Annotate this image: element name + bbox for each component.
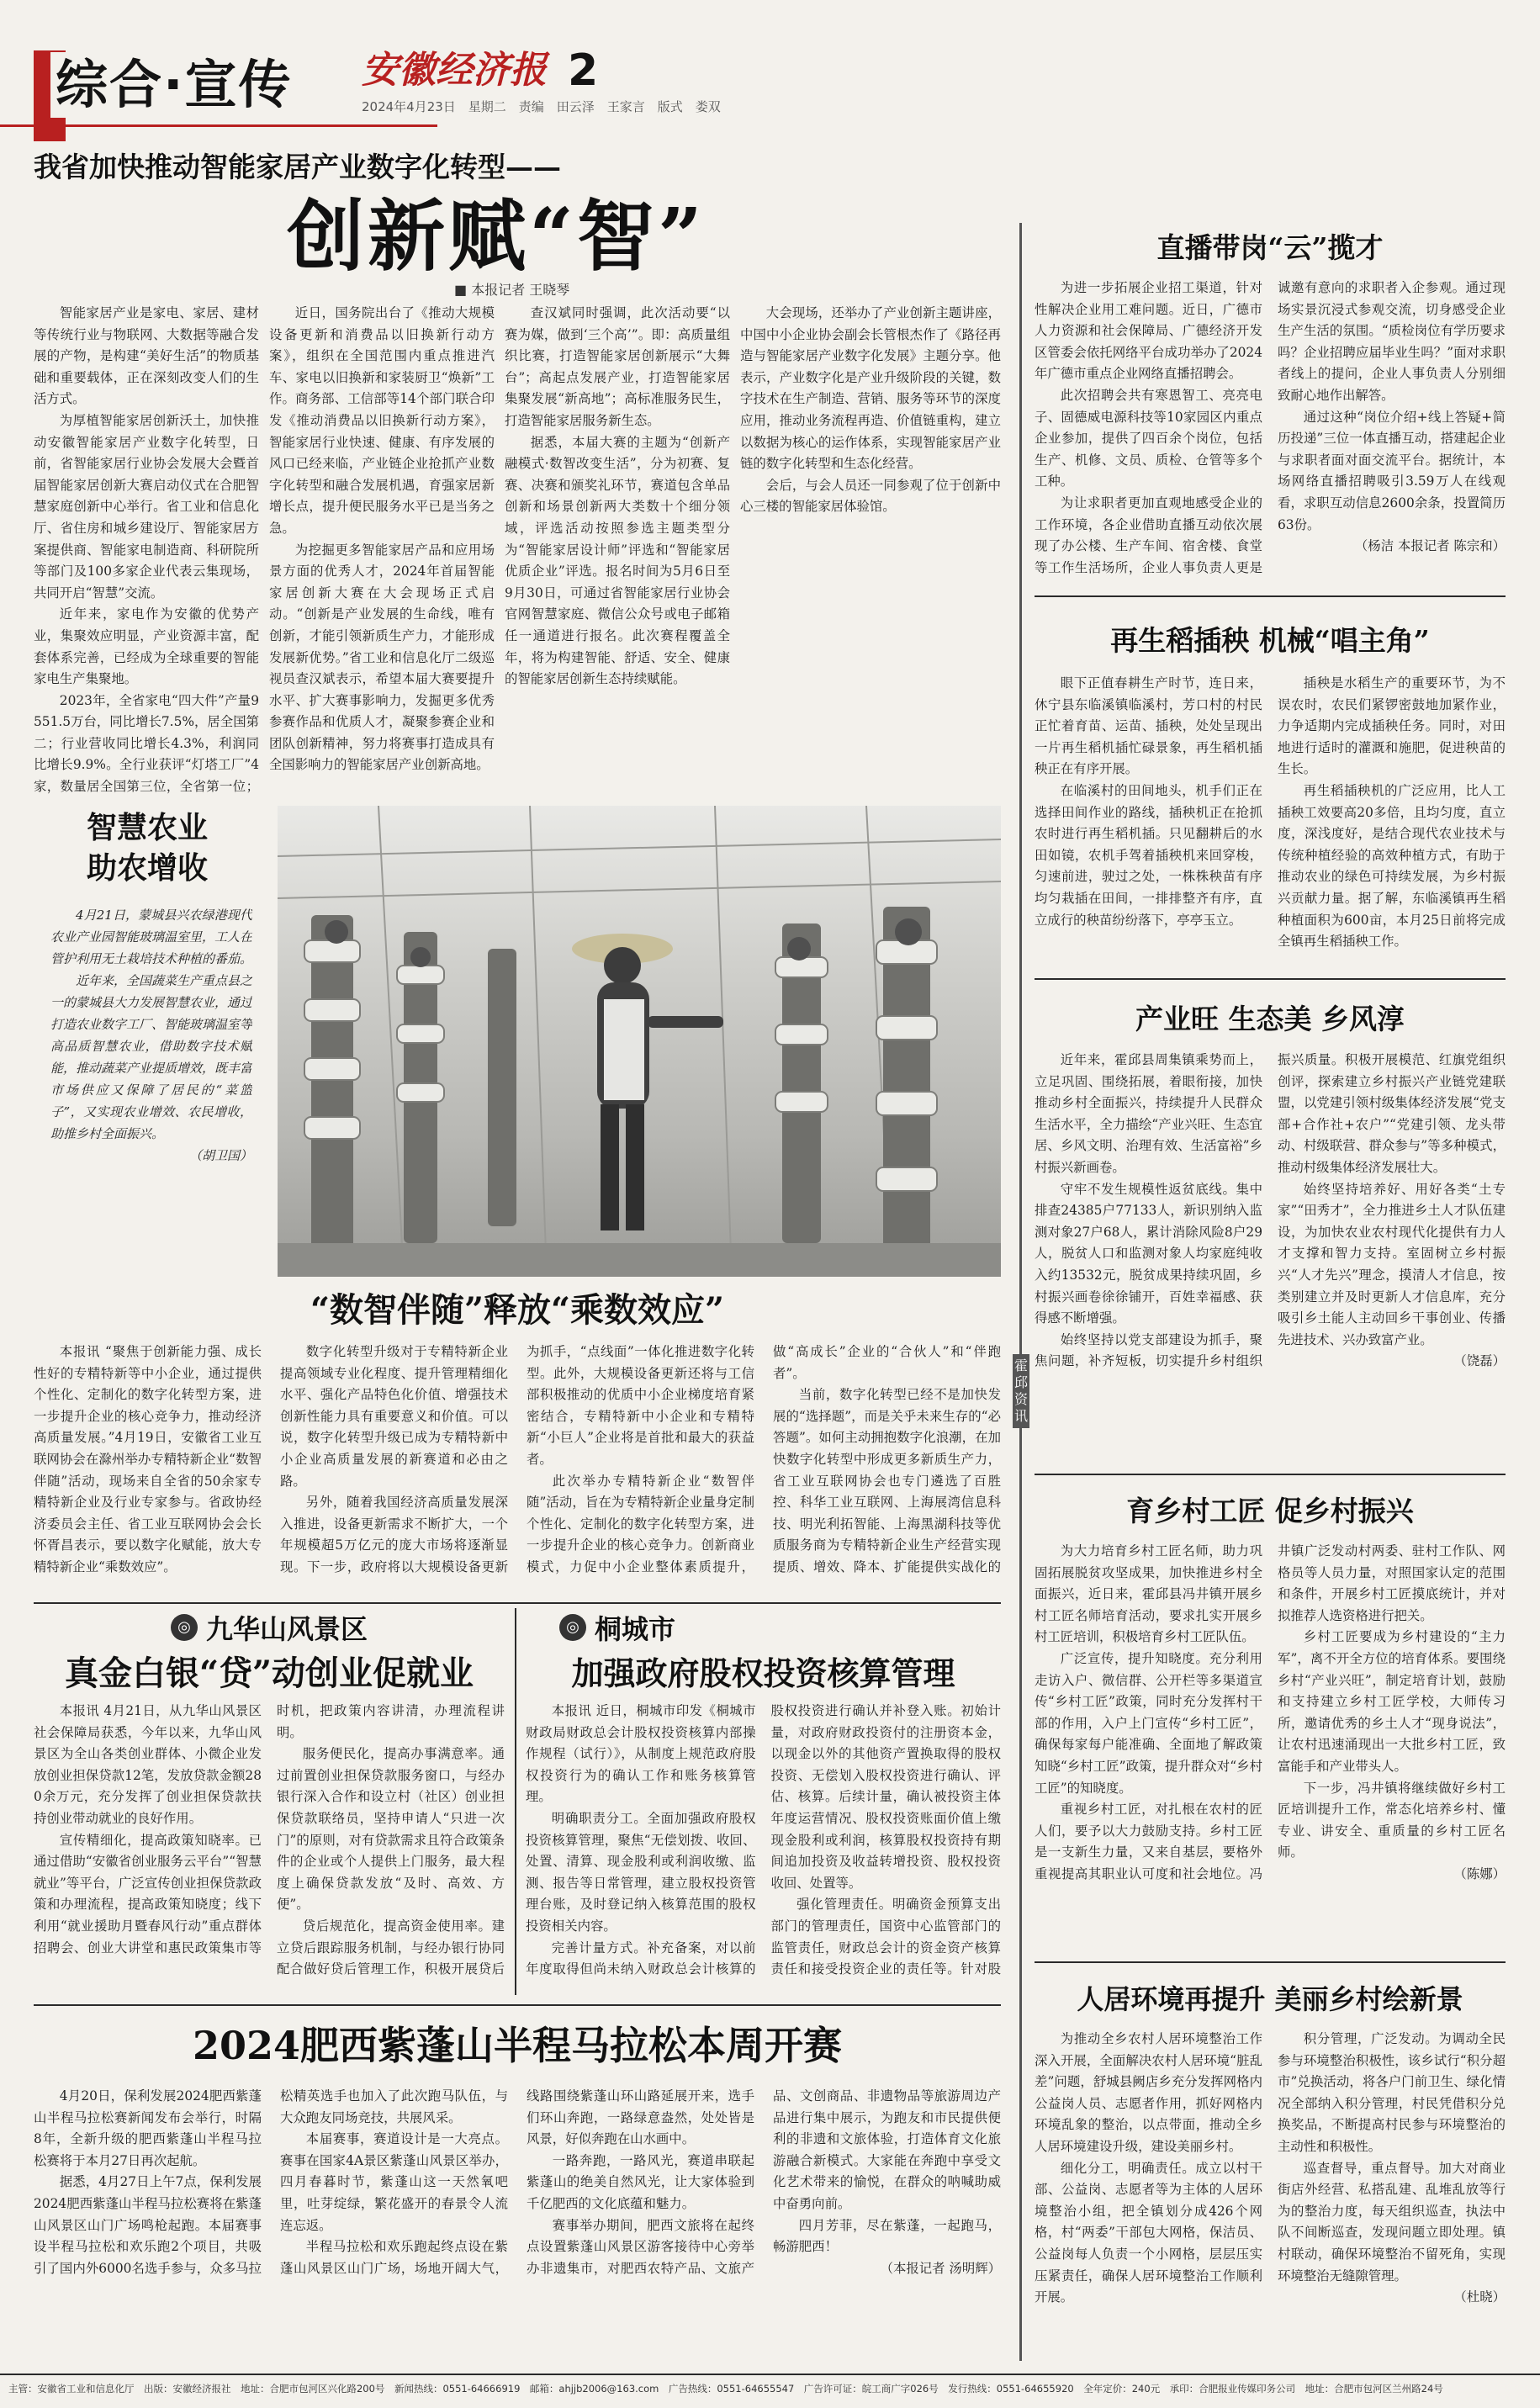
s6-para: 当前，数字化转型已经不是加快发展的“选择题”，而是关乎未来生存的“必答题”。如何主动拥抱数字化浪潮，在加快数字化转型中形成更多新质生产力，省工业互联网协会也专门遴选了百胜控、科华工业互联网、上海展湾信息科技、明光利拓智能、上海黑湖科技等优质服务商为专精特新企业生产经营实现提质、增效、降本、扩能提供实战化的 [773,1387,1001,1574]
s6-body [34,1342,1001,1594]
s4-body [1035,1541,1506,1953]
s1-body [1035,278,1506,589]
s3-para: 守牢不发生规模性返贫底线。集中排查24385户77133人，新识别纳入监测对象27户68人，累计消除风险8户29人，脱贫人口和监测对象人均家庭纯收入约13532元，脱贫成果持续巩固，乡村振兴画卷徐徐铺开，百姓幸福感、获得感不断增强。 [1035,1181,1262,1326]
photo-story-title-line2: 助农增收 [86,850,208,886]
dateline: 2024年4月23日 星期二 责编 田云泽 王家言 版式 娄双 [362,99,721,114]
s1-para: 此次招聘会共有寒恩智工、亮亮电子、固德威电源科技等10家园区内重点企业参加，提供了四百余个岗位，包括生产、机修、文员、质检、仓管等多个工种。 [1035,387,1262,490]
s9-credit: （本报记者 汤明辉） [880,2260,1001,2276]
lead-body-col1 [34,303,259,801]
s7-para: 贷后规范化，提高资金使用率。建立贷后跟踪服务机制，与经办银行协同配合做好贷后管理工作，积极开展贷后 [277,1918,505,1977]
lead-para: 查汉斌同时强调，此次活动要“以赛为媒，做到‘三个高’”。即：高质量组织比赛，打造智能家居创新展示“大舞台”；高起点发展产业，打造智能家居集聚发展“新高地”；高标准服务民生，打造智能家居服务新生态。 [505,305,730,428]
s8-title: 加强政府股权投资核算管理 [571,1654,955,1692]
lead-byline: ■ 本报记者 王晓琴 [454,282,570,298]
s3-para: 始终坚持以党支部建设为抓手，聚焦问题，补齐短板，切实提升乡村组织振兴质量。积极开展模范、红旗党组织创评，探索建立乡村振兴产业链党建联盟，以党建引领村级集体经济发展“党支部+合作社+农户”“党建引领、龙头带动、村级联营、群众参与”等多种模式，推动村级集体经济发展壮大。 [1035,1052,1506,1369]
lead-para: 为厚植智能家居创新沃土，加快推动安徽智能家居产业数字化转型，日前，省智能家居行业协会发展大会暨首届智能家居创新大赛启动仪式在合肥智慧家庭创新中心举行。省工业和信息化厅、省住房和城乡建设厅、智能家居方案提供商、智能家电制造商、科研院所等部门及100多家企业代表云集现场，共同开启“智慧”交流。 [34,412,259,601]
s5-title: 人居环境再提升 美丽乡村绘新景 [1077,1983,1463,2015]
lead-para: 会后，与会人员还一同参观了位于创新中心三楼的智能家居体验馆。 [740,477,1001,515]
s5-credit: （杜晓） [1453,2289,1506,2305]
page-number: 2 [568,45,599,96]
s4-credit: （陈娜） [1453,1866,1506,1881]
lead-para: 为挖掘更多智能家居产品和应用场景方面的优秀人才，2024年首届智能家居创新大赛在大会现场正式启动。“创新是产业发展的生命线，唯有创新，才能引领新质生产力，才能形成发展新优势。”省工业和信息化厅二级巡视员查汉斌表示，希望本届大赛要提升水平、扩大赛事影响力，发掘更多优秀参赛作品和优质人才，凝聚参赛企业和团队创新精神，努力将赛事打造成具有全国影响力的智能家居产业创新高地。 [269,542,495,773]
rail-label: 霍邱资讯 [1013,1354,1029,1428]
s5-para: 细化分工，明确责任。成立以村干部、公益岗、志愿者等为主体的人居环境整治小组，把全镇划分成426个网格，村“两委”干部包大网格，保洁员、公益岗每人负责一个小网格，层层压实压紧责任，确保人居环境整治工作顺利开展。 [1035,2160,1262,2305]
s9-para: 据悉，4月27日上午7点，保利发展2024肥西紫蓬山半程马拉松赛将在紫蓬山风景区山门广场鸣枪起跑。本届赛事设半程马拉松和欢乐跑2个项目，共吸引了国内外6000名选手参与，众多马拉松精英选手也加入了此次跑马队伍，与大众跑友同场竞技，共展风采。 [34,2088,508,2276]
divider [34,1602,1001,1604]
s2-para: 再生稻插秧机的广泛应用，比人工插秧工效要高20多倍，且均匀度，直立度，深浅度好，是结合现代农业技术与传统种植经验的高效种植方式，有助于推动农业的绿色可持续发展，为乡村振兴贡献力量。据了解，东临溪镇再生稻种植面积为600亩，本月25日前将完成全镇再生稻插秧工作。 [1278,782,1506,950]
photo-story-title-line1: 智慧农业 [86,810,208,845]
s3-credit: （饶磊） [1453,1353,1506,1369]
s9-para: 一路奔跑，一路风光，赛道串联起紫蓬山的绝美自然风光，让大家体验到千亿肥西的文化底蕴和魅力。 [527,2152,754,2211]
s8-tag [526,1608,1001,1647]
s9-body [34,2086,1001,2363]
masthead-bar-left [0,124,437,127]
s8-body [526,1701,1001,1995]
lead-para: 2023年，全省家电“四大件”产量9551.5万台，同比增长7.5%，居全国第二；行业营收同比增长4.3%，利润同比增长9.9%。全行业获评“灯塔工厂”4家，数量居全国第三位，全省第一位； [34,692,259,795]
s9-para: 赛事举办期间，肥西文旅将在起终点设置紫蓬山风景区游客接待中心旁举办非遗集市，对肥西农特产品、文旅产品、文创商品、非遗物品等旅游周边产品进行集中展示，为跑友和市民提供便利的非遗和文旅体验，打造体育文化旅游融合新模式。大家能在奔跑中享受文化艺术带来的愉悦，在群众的呐喊助威中奋勇向前。 [527,2088,1001,2276]
s5-para: 积分管理，广泛发动。为调动全民参与环境整治积极性，该乡试行“积分超市”兑换活动，将各户门前卫生、绿化情况全部纳入积分管理，村民凭借积分兑换奖品，不断提高村民参与环境整治的主动性和积极性。 [1278,2031,1506,2154]
divider [1035,978,1506,980]
s1-para: 为进一步拓展企业招工渠道，针对性解决企业用工难问题。近日，广德市人力资源和社会保障局、广德经济开发区管委会依托网络平台成功举办了2024年广德市重点企业网络直播招聘会。 [1035,280,1262,382]
divider [515,1608,516,1995]
lead-para: 近日，国务院出台了《推动大规模设备更新和消费品以旧换新行动方案》，组织在全国范围内重点推进汽车、家电以旧换新和家装厨卫“焕新”工作。商务部、工信部等14个部门联合印发《推动消费品以旧换新行动方案》，智能家居行业快速、健康、有序发展的风口已经来临，产业链企业抢抓产业数字化转型和融合发展机遇，育强家居新增长点，提升便民服务水平已是当务之急。 [269,305,495,536]
footer-imprint: 主管：安徽省工业和信息化厅 出版：安徽经济报社 地址：合肥市包河区兴化路200号 新闻热线：0551-64666919 邮箱：ahjjb2006@163.com 广告热线：0551-64655547 广告许可证：皖工商广字026号 发行热线：0551-64655920 全年定价：240元 承印：合肥报业传媒印务公司 地址：合肥市包河区兰州路24号 [8,2383,1443,2395]
greenhouse-photo [278,806,1001,1277]
s6-para: 另外，随着我国经济高质量发展深入推进，设备更新需求不断扩大，一个年规模超5万亿元的庞大市场将逐渐显现。下一步，政府将以大规模设备更新为抓手，“点线面”一体化推进数字化转型。此外，大规模设备更新还将与工信部积极推动的优质中小企业梯度培育紧密结合，专精特新中小企业和专精特新“小巨人”企业将是首批和最大的获益者。 [280,1344,754,1574]
s6-para: 数字化转型升级对于专精特新企业提高领域专业化程度、提升管理精细化水平、强化产品特色化价值、增强技术创新性能力具有重要意义和价值。可以说，数字化转型升级已成为专精特新中小企业高质量发展的新赛道和必由之路。 [280,1344,508,1489]
s1-para: 为让求职者更加直观地感受企业的工作环境，各企业借助直播互动依次展现了办公楼、生产车间、宿舍楼、食堂等工作生活场所，企业人事负责人更是诚邀有意向的求职者入企参观。通过现场实景沉浸式参观交流，切身感受企业生产生活的氛围。“质检岗位有学历要求吗？企业招聘应届毕业生吗？”面对求职者线上的提问，企业人事负责人分别细致耐心地作出解答。 [1035,280,1506,575]
s1-title: 直播带岗“云”揽才 [1156,231,1384,264]
s3-para: 始终坚持培养好、用好各类“土专家”“田秀才”，全力推进乡土人才队伍建设，为加快农业农村现代化提供有力人才支撑和智力支持。室固树立乡村振兴“人才先兴”理念，摸清人才信息，按类别建立并及时更新人才信息库，充分吸引乡土能人主动回乡干事创业、传播先进技术、兴办致富产业。 [1278,1181,1506,1347]
lead-para: 大会现场，还举办了产业创新主题讲座，中国中小企业协会副会长管根杰作了《路径再造与智能家居产业数字化发展》主题分享。他表示，产业数字化是产业升级阶段的关键，数字技术在生产制造、营销、服务等环节的深度应用，推动业务流程再造、价值链重构，建立以数据为核心的运作体系，实现智能家居产业链的数字化转型和生态化经营。 [740,305,1001,472]
s5-para: 为推动全乡农村人居环境整治工作深入开展，全面解决农村人居环境“脏乱差”问题，舒城县阙店乡充分发挥网格内公益岗人员、志愿者作用，抓好网格内环境乱象的整治，以点带面，推动全乡人居环境建设升级，建设美丽乡村。 [1035,2031,1262,2154]
lead-para: 智能家居产业是家电、家居、建材等传统行业与物联网、大数据等融合发展的产物，是构建“美好生活”的物质基础和重要载体，正在深刻改变人们的生活方式。 [34,305,259,407]
s3-para: 近年来，霍邱县周集镇乘势而上，立足巩固、围绕拓展，着眼衔接，加快推动乡村全面振兴，持续提升人民群众生活水平，全力描绘“产业兴旺、生态宜居、乡风文明、治理有效、生活富裕”乡村振兴新画卷。 [1035,1052,1262,1175]
s4-para: 广泛宣传，提升知晓度。充分利用走访入户、微信群、公开栏等多渠道宣传“乡村工匠”政策，同时充分发挥村干部的作用，入户上门宣传“乡村工匠”，确保每家每户能准确、全面地了解政策知晓“乡村工匠”政策，提升群众对“乡村工匠”的知晓度。 [1035,1650,1262,1796]
divider [1035,1474,1506,1475]
photo-story-title [34,807,261,888]
s9-para: 四月芳菲，尽在紫蓬，一起跑马，畅游肥西！ [773,2217,1001,2255]
greenhouse-scene [278,806,1001,1277]
lead-para: 近年来，家电作为安徽的优势产业，集聚效应明显，产业资源丰富，配套体系完善，已经成为全球重要的智能家电生产集聚地。 [34,606,259,687]
s2-body [1035,673,1506,971]
s7-title: 真金白银“贷”动创业促就业 [64,1654,474,1693]
s8-tag-label: 桐城市 [595,1613,676,1645]
s6-para: 此次举办专精特新企业“数智伴随”活动，旨在为专精特新企业量身定制个性化、定制化的数字化转型方案，进一步提升企业的核心竞争力。创新商业模式，力促中小企业整体素质提升，做“高成长”企业的“合伙人”和“伴跑者”。 [527,1344,1001,1574]
location-pin-icon: ◎ [171,1614,198,1641]
s4-title: 育乡村工匠 促乡村振兴 [1126,1495,1414,1527]
s4-para: 下一步，冯井镇将继续做好乡村工匠培训提升工作，常态化培养乡村、懂专业、讲安全、重质量的乡村工匠名师。 [1278,1780,1506,1860]
s5-para: 巡查督导，重点督导。加大对商业街店外经营、私搭乱建、乱堆乱放等行为的整治力度，每天组织巡查，执法中队不间断巡查，发现问题立即处理。镇村联动，确保环境整治不留死角，实现环境整治无缝隙管理。 [1278,2160,1506,2284]
s8-para: 完善计量方式。补充备案，对以前年度取得但尚未纳入财政总会计核算的股权投资进行确认并补登入账。初始计量，对政府财政投资付的注册资本金，以现金以外的其他资产置换取得的股权投资、无偿划入股权投资进行确认、评估、核算。后续计量，确认被投资主体年度运营情况、股权投资账面价值上缴现金股利或利润，核算股权投资持有期间追加投资及收益转增投资、股权投资收回、处置等。 [526,1703,1001,1977]
s9-title: 2024肥西紫蓬山半程马拉松本周开赛 [192,2023,843,2068]
rail-line [1019,223,1022,2361]
s2-para: 眼下正值春耕生产时节，连日来，休宁县东临溪镇临溪村，芳口村的村民正忙着育苗、运苗、插秧，处处呈现出一片再生稻机插忙碌景象，再生稻机插秧正在有序开展。 [1035,675,1262,777]
s2-para: 插秧是水稻生产的重要环节，为不误农时，农民们紧锣密鼓地加紧作业，力争适期内完成插秧任务。同时，对田地进行适时的灌溉和施肥，促进秧苗的生长。 [1278,675,1506,777]
lead-body-col2 [269,303,495,801]
s1-para: 通过这种“岗位介绍+线上答疑+简历投递”三位一体直播互动，搭建起企业与求职者面对面交流平台。据统计，本场网络直播招聘吸引3.59万人在线观看，求职互动信息2600余条，投置简历63份。 [1278,409,1506,532]
caption-para: 近年来，全国蔬菜生产重点县之一的蒙城县大力发展智慧农业，通过打造农业数字工厂、智能玻璃温室等高品质智慧农业，借助数字技术赋能，推动蔬菜产业提质增效，既丰富市场供应又保障了居民的“菜篮子”，又实现农业增效、农民增收，助推乡村全面振兴。 [50,973,252,1141]
lead-body-col3 [505,303,730,801]
s7-tag-label: 九华山风景区 [205,1613,368,1645]
s7-para: 宣传精细化，提高政策知晓率。已通过借助“安徽省创业服务云平台”“智慧就业”等平台，广泛宣传创业担保贷款政策和办理流程，提高政策知晓度；线下利用“就业援助月暨春风行动”重点群体招聘会、创业大讲堂和惠民政策集市等时机，把政策内容讲清，办理流程讲明。 [34,1703,505,1956]
caption-para: 4月21日，蒙城县兴农绿港现代农业产业园智能玻璃温室里，工人在管护利用无土栽培技术种植的番茄。 [50,908,252,966]
s7-tag [34,1608,505,1647]
lead-title: 创新赋“智” [287,191,706,282]
location-pin-icon: ◎ [559,1614,586,1641]
s9-para: 4月20日，保利发展2024肥西紫蓬山半程马拉松赛新闻发布会举行，时隔8年，全新升级的肥西紫蓬山半程马拉松赛将于本月27日再次起航。 [34,2088,262,2168]
s4-para: 重视乡村工匠，对扎根在农村的匠人们，要予以大力鼓励支持。乡村工匠是一支新生力量，又来自基层，要格外重视提高其职业认可度和社会地位。冯井镇广泛发动村两委、驻村工作队、网格员等人员力量，对照国家认定的范围和条件，开展乡村工匠摸底统计，并对拟推荐人选资格进行把关。 [1035,1543,1506,1881]
s3-body [1035,1050,1506,1466]
masthead [0,0,1540,151]
s8-para: 明确职责分工。全面加强政府股权投资核算管理，聚焦“无偿划拨、收回、处置、清算、现金股利或利润收缴、监测、报告等日常管理，建立股权投资管理台账，及时登记纳入核算范围的股权投资相关内容。 [526,1810,756,1934]
paper-name-logo: 安徽经济报 [362,49,547,92]
divider [1035,595,1506,597]
s6-title: “数智伴随”释放“乘数效应” [310,1290,725,1330]
lead-kicker: 我省加快推动智能家居产业数字化转型—— [34,151,561,183]
s8-para: 本报讯 近日，桐城市印发《桐城市财政局财政总会计股权投资核算内部操作规程（试行）》，从制度上规范政府股权投资行为的确认工作和账务核算管理。 [526,1703,756,1805]
divider [1035,1961,1506,1963]
footer-rule [0,2374,1540,2375]
s7-para: 服务便民化，提高办事满意率。通过前置创业担保贷款服务窗口，与经办银行深入合作和设立村（社区）创业担保贷款联络员，坚持申请人“只进一次门”的原则，对有贷款需求且符合政策条件的企业或个人提供上门服务，最大程度上确保贷款发放“及时、高效、方便”。 [277,1746,505,1913]
s9-para: 半程马拉松和欢乐跑起终点设在紫蓬山风景区山门广场，场地开阔大气，线路围绕紫蓬山环山路延展开来，选手们环山奔跑，一路绿意盎然，处处皆是风景，好似奔跑在山水画中。 [280,2088,754,2276]
s3-title: 产业旺 生态美 乡风淳 [1135,1003,1405,1035]
caption-credit: （胡卫国） [188,1148,252,1163]
s4-para: 乡村工匠要成为乡村建设的“主力军”，离不开全方位的培育体系。要围绕乡村“产业兴旺”，制定培育计划，鼓励和支持建立乡村工匠学校，大师传习所，邀请优秀的乡土人才“现身说法”，让农村迅速涌现出一大批乡村工匠，致富能手和产业带头人。 [1278,1629,1506,1774]
lead-body-col4 [740,303,1001,801]
s9-para: 本届赛事，赛道设计是一大亮点。赛事在国家4A景区紫蓬山风景区举办，四月春暮时节，紫蓬山这一天然氧吧里，吐芽绽绿，繁花盛开的春景令人流连忘返。 [280,2131,508,2233]
s7-body [34,1701,505,1995]
s8-para: 强化管理责任。明确资金预算支出部门的管理责任，国资中心监管部门的监管责任，财政总会计的资金资产核算责任和接受投资企业的责任等。针对股 [770,1897,1001,1977]
s2-title: 再生稻插秧 机械“唱主角” [1110,624,1430,657]
s6-para: 本报讯 “聚焦于创新能力强、成长性好的专精特新等中小企业，通过提供个性化、定制化的数字化转型方案，进一步提升企业的核心竞争力，推动经济高质量发展。”4月19日，安徽省工业互联网协会在滁州举办专精特新企业“数智伴随”活动，现场来自全省的50余家专精特新企业及行业专家参与。省政协经济委员会主任、省工业互联网协会会长怀胥昌表示，要以数字化赋能，放大专精特新企业“乘数效应”。 [34,1344,262,1574]
s7-para: 本报讯 4月21日，从九华山风景区社会保障局获悉，今年以来，九华山风景区为全山各类创业群体、小微企业发放创业担保贷款12笔，发放贷款金额280余万元，充分发挥了创业担保贷款扶持创业带动就业的良好作用。 [34,1703,262,1826]
worker-figure [572,934,723,1230]
divider [34,2004,1001,2006]
s4-para: 为大力培育乡村工匠名师，助力巩固拓展脱贫攻坚成果，加快推进乡村全面振兴，近日来，霍邱县冯井镇开展乡村工匠名师培育活动，要求扎实开展乡村工匠培训，积极培育乡村工匠队伍。 [1035,1543,1262,1645]
s2-para: 在临溪村的田间地头，机手们正在选择田间作业的路线，插秧机正在抢抓农时进行再生稻机插。只见翻耕后的水田如镜，农机手驾着插秧机来回穿梭，匀速前进，驶过之处，一株株秧苗有序均匀栽插在田间，一排排整齐有序，直立成行的秧苗纷纷落下，亭亭玉立。 [1035,782,1262,928]
section-title: 综合·宣传 [50,52,298,118]
lead-para: 据悉，本届大赛的主题为“创新产融模式·数智改变生活”，分为初赛、复赛、决赛和颁奖礼环节，赛道包含单品创新和场景创新两大类数十个细分领域，评选活动按照参选主题类型分为“智能家居设计师”评选和“智能家居优质企业”评选。报名时间为5月6日至9月30日，可通过省智能家居行业协会官网智慧家庭、微信公众号或电子邮箱任一通道进行报名。此次赛程覆盖全年，将为构建智能、舒适、安全、健康的智能家居创新生态持续赋能。 [505,434,730,687]
s5-body [1035,2029,1506,2365]
photo-story-caption [50,904,252,1278]
s1-credit: （杨洁 本报记者 陈宗和） [1354,538,1506,554]
